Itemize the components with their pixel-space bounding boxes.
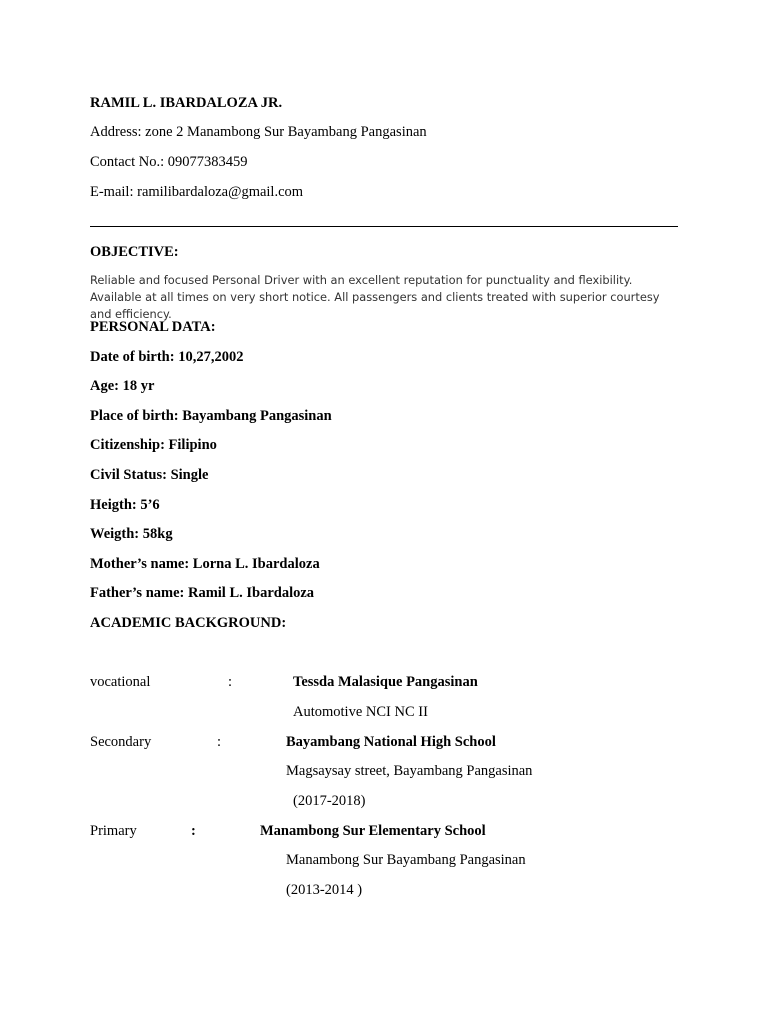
email-line: E-mail: ramilibardaloza@gmail.com (90, 184, 304, 200)
applicant-name: RAMIL L. IBARDALOZA JR. (90, 95, 283, 111)
vocational-detail: Automotive NCI NC II (293, 704, 428, 720)
address-line: Address: zone 2 Manambong Sur Bayambang Pangasinan (90, 124, 427, 140)
academic-heading: ACADEMIC BACKGROUND: (90, 615, 287, 631)
vocational-colon: : (228, 674, 233, 690)
personal-data-item: Father’s name: Ramil L. Ibardaloza (90, 585, 315, 601)
objective-heading: OBJECTIVE: (90, 244, 179, 260)
contact-line: Contact No.: 09077383459 (90, 154, 248, 170)
secondary-school: Bayambang National High School (286, 734, 496, 750)
secondary-address: Magsaysay street, Bayambang Pangasinan (286, 763, 533, 779)
secondary-colon: : (217, 734, 222, 750)
primary-school: Manambong Sur Elementary School (260, 823, 486, 839)
personal-data-heading: PERSONAL DATA: (90, 319, 216, 335)
primary-address: Manambong Sur Bayambang Pangasinan (286, 852, 526, 868)
secondary-years: (2017-2018) (293, 793, 366, 809)
personal-data-item: Place of birth: Bayambang Pangasinan (90, 408, 332, 424)
primary-years: (2013-2014 ) (286, 882, 363, 898)
personal-data-item: Date of birth: 10,27,2002 (90, 349, 244, 365)
primary-label: Primary (90, 823, 137, 839)
personal-data-item: Heigth: 5’6 (90, 497, 160, 513)
objective-text: Reliable and focused Personal Driver with an excellent reputation for punctuality and flexibility. Available at all times on very short notice. All passengers and clients treated with superior courtesy and efficiency. (90, 273, 660, 321)
personal-data-item: Mother’s name: Lorna L. Ibardaloza (90, 556, 320, 572)
personal-data-item: Citizenship: Filipino (90, 437, 217, 453)
header-divider (90, 226, 678, 227)
personal-data-item: Weigth: 58kg (90, 526, 173, 542)
personal-data-item: Age: 18 yr (90, 378, 155, 394)
primary-colon: : (191, 823, 196, 839)
vocational-label: vocational (90, 674, 151, 690)
personal-data-item: Civil Status: Single (90, 467, 209, 483)
secondary-label: Secondary (90, 734, 152, 750)
vocational-school: Tessda Malasique Pangasinan (293, 674, 478, 690)
